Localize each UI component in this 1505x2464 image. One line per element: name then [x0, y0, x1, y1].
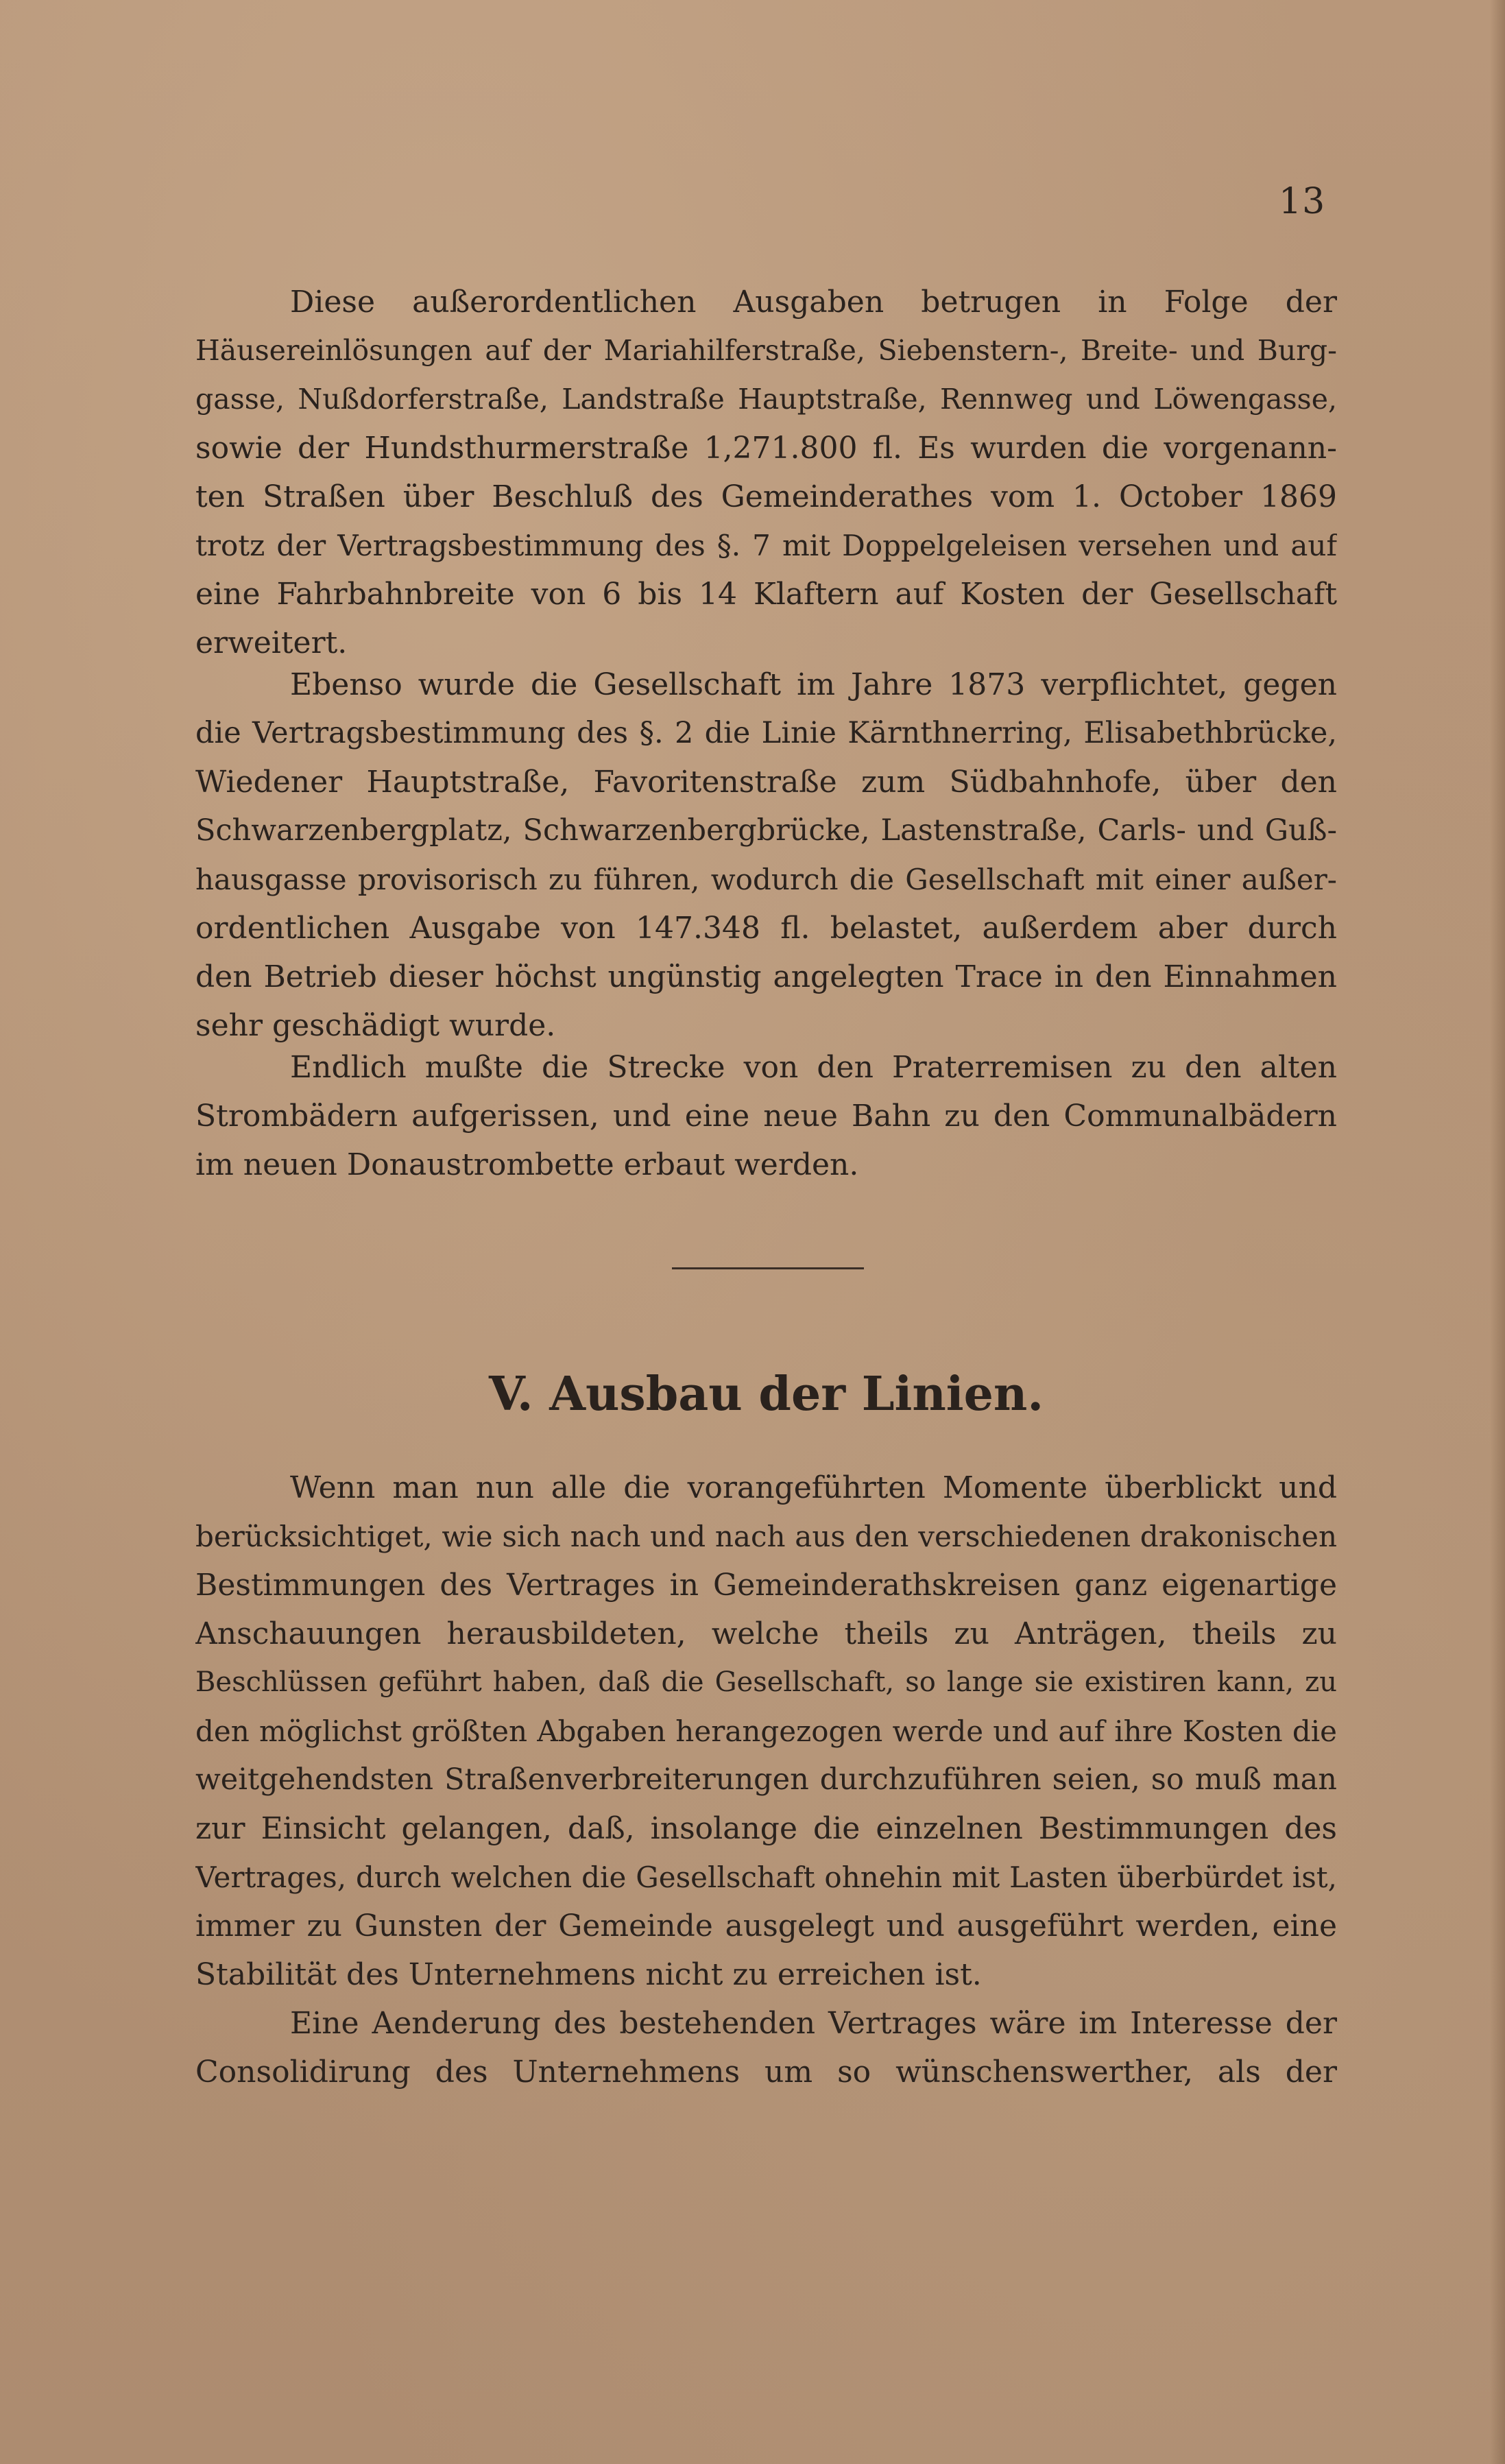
text-line: den Betrieb dieser höchst ungünstig angelegten Trace in den Einnahmen	[195, 959, 1337, 994]
text-line: ordentlichen Ausgabe von 147.348 fl. belastet, außerdem aber durch	[195, 911, 1337, 946]
text-line: die Vertragsbestimmung des §. 2 die Linie Kärnthnerring, Elisabethbrücke,	[195, 716, 1337, 750]
text-line: erweitert.	[195, 625, 348, 660]
text-line: Endlich mußte die Strecke von den Praterremisen zu den alten	[290, 1050, 1337, 1085]
text-line: Vertrages, durch welchen die Gesellschaft ohnehin mit Lasten überbürdet ist,	[195, 1861, 1337, 1894]
text-line: trotz der Vertragsbestimmung des §. 7 mit Doppelgeleisen versehen und auf	[195, 529, 1337, 562]
text-line: eine Fahrbahnbreite von 6 bis 14 Klaftern auf Kosten der Gesellschaft	[195, 577, 1337, 612]
text-line: Diese außerordentlichen Ausgaben betrugen in Folge der	[290, 285, 1337, 320]
paragraph-1	[195, 278, 1337, 667]
text-line: ten Straßen über Beschluß des Gemeinderathes vom 1. October 1869	[195, 479, 1337, 514]
text-line: Ebenso wurde die Gesellschaft im Jahre 1873 verpflichtet, gegen	[290, 667, 1337, 702]
section-heading: V. Ausbau der Linien.	[488, 1367, 1044, 1422]
text-line: weitgehendsten Straßenverbreiterungen durchzuführen seien, so muß man	[195, 1762, 1337, 1797]
text-line: zur Einsicht gelangen, daß, insolange die einzelnen Bestimmungen des	[195, 1811, 1337, 1846]
paragraph-4	[195, 1463, 1337, 1999]
text-line: Schwarzenbergplatz, Schwarzenbergbrücke, Lastenstraße, Carls- und Guß-	[195, 813, 1337, 848]
text-line: Bestimmungen des Vertrages in Gemeinderathskreisen ganz eigenartige	[195, 1568, 1337, 1603]
text-line: Consolidirung des Unternehmens um so wünschenswerther, als der	[195, 2055, 1337, 2090]
text-line: Beschlüssen geführt haben, daß die Gesellschaft, so lange sie existiren kann, zu	[195, 1666, 1337, 1698]
paragraph-3	[195, 1043, 1337, 1189]
text-line: sehr geschädigt wurde.	[195, 1008, 556, 1043]
text-line: Eine Aenderung des bestehenden Vertrages wäre im Interesse der	[290, 2006, 1337, 2041]
text-line: Strombädern aufgerissen, und eine neue Bahn zu den Communalbädern	[195, 1099, 1337, 1134]
text-line: sowie der Hundsthurmerstraße 1,271.800 fl. Es wurden die vorgenann-	[195, 431, 1337, 466]
text-line: berücksichtiget, wie sich nach und nach aus den verschiedenen drakonischen	[195, 1520, 1337, 1553]
text-line: Häusereinlösungen auf der Mariahilferstraße, Siebenstern-, Breite- und Burg-	[195, 334, 1337, 367]
text-line: gasse, Nußdorferstraße, Landstraße Hauptstraße, Rennweg und Löwengasse,	[195, 383, 1337, 416]
text-line: Wiedener Hauptstraße, Favoritenstraße zum Südbahnhofe, über den	[195, 765, 1337, 800]
paragraph-2	[195, 660, 1337, 1050]
text-line: Anschauungen herausbildeten, welche theils zu Anträgen, theils zu	[195, 1616, 1337, 1651]
text-line: immer zu Gunsten der Gemeinde ausgelegt und ausgeführt werden, eine	[195, 1909, 1337, 1943]
text-line: den möglichst größten Abgaben herangezogen werde und auf ihre Kosten die	[195, 1714, 1337, 1748]
page-number: 13	[1279, 181, 1326, 222]
text-line: im neuen Donaustrombette erbaut werden.	[195, 1147, 859, 1182]
section-divider	[672, 1267, 864, 1269]
paragraph-5	[195, 1999, 1337, 2096]
page-edge-shadow	[1490, 0, 1505, 2464]
text-line: hausgasse provisorisch zu führen, wodurch die Gesellschaft mit einer außer-	[195, 863, 1337, 896]
text-line: Wenn man nun alle die vorangeführten Momente überblickt und	[290, 1470, 1337, 1505]
text-line: Stabilität des Unternehmens nicht zu erreichen ist.	[195, 1957, 982, 1992]
